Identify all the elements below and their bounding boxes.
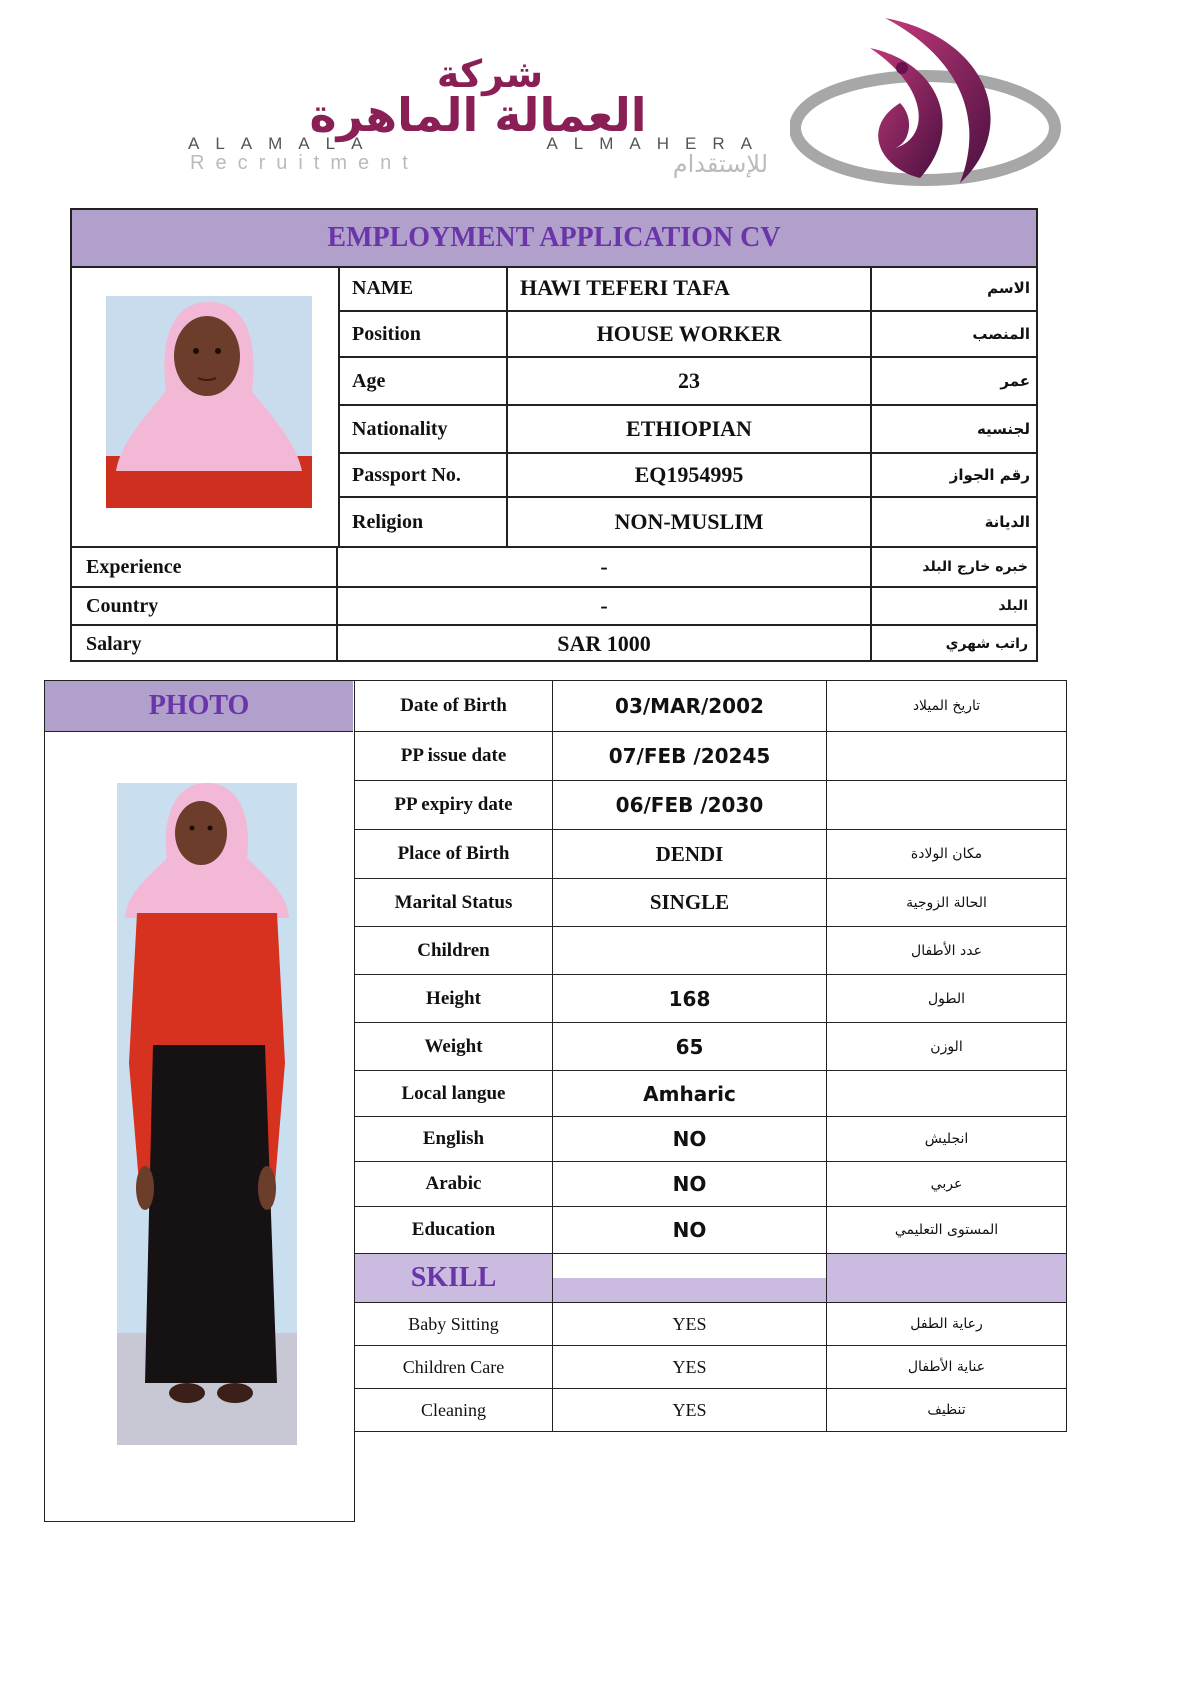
row-salary bbox=[72, 624, 1036, 662]
english-label-ar: انجليش bbox=[827, 1117, 1067, 1161]
local-language-label: Local langue bbox=[355, 1071, 553, 1116]
row-arabic bbox=[355, 1162, 1067, 1207]
children-label-ar: عدد الأطفال bbox=[827, 927, 1067, 974]
row-pp-issue-date bbox=[355, 731, 1067, 781]
row-experience bbox=[72, 546, 1036, 586]
dob-label-ar: تاريخ الميلاد bbox=[827, 681, 1067, 731]
english-label: English bbox=[355, 1117, 553, 1161]
religion-label: Religion bbox=[338, 498, 508, 546]
weight-label: Weight bbox=[355, 1023, 553, 1070]
row-pp-expiry-date bbox=[355, 781, 1067, 830]
religion-label-ar: الديانة bbox=[984, 513, 1030, 531]
pp-expiry-label: PP expiry date bbox=[355, 781, 553, 829]
row-position bbox=[338, 312, 1036, 358]
row-nationality bbox=[338, 406, 1036, 454]
dob-label: Date of Birth bbox=[355, 681, 553, 731]
education-label-ar: المستوى التعليمي bbox=[827, 1207, 1067, 1253]
row-skill-children-care bbox=[355, 1346, 1067, 1389]
experience-value: - bbox=[338, 548, 872, 586]
name-label-ar: الاسم bbox=[987, 279, 1030, 297]
row-children bbox=[355, 927, 1067, 975]
logo-subtitle-en: Recruitment bbox=[190, 152, 419, 174]
row-place-of-birth bbox=[355, 830, 1067, 879]
passport-label: Passport No. bbox=[338, 454, 508, 496]
salary-label-ar: راتب شهري bbox=[945, 636, 1028, 652]
baby-sitting-value: YES bbox=[553, 1303, 827, 1345]
row-name bbox=[338, 266, 1036, 312]
arabic-label-ar: عربي bbox=[827, 1162, 1067, 1206]
logo-arabic-name: العمالة الماهرة bbox=[309, 88, 647, 142]
company-header bbox=[0, 0, 1191, 200]
nationality-value: ETHIOPIAN bbox=[508, 406, 872, 452]
row-height bbox=[355, 975, 1067, 1023]
applicant-full-body-photo bbox=[117, 783, 297, 1445]
pp-issue-value: 07/FEB /20245 bbox=[553, 731, 827, 780]
cleaning-label-ar: تنظيف bbox=[827, 1389, 1067, 1431]
employment-summary-table bbox=[70, 208, 1038, 662]
pp-expiry-value: 06/FEB /2030 bbox=[553, 781, 827, 829]
row-english bbox=[355, 1117, 1067, 1162]
age-value: 23 bbox=[508, 358, 872, 404]
country-label-ar: البلد bbox=[998, 598, 1028, 614]
row-age bbox=[338, 358, 1036, 406]
country-value: - bbox=[338, 588, 872, 624]
cleaning-value: YES bbox=[553, 1389, 827, 1431]
place-of-birth-label: Place of Birth bbox=[355, 830, 553, 878]
religion-value: NON-MUSLIM bbox=[508, 498, 872, 546]
row-skill-cleaning bbox=[355, 1389, 1067, 1432]
position-label-ar: المنصب bbox=[972, 325, 1030, 343]
education-value: NO bbox=[553, 1207, 827, 1253]
skill-title: SKILL bbox=[355, 1254, 553, 1302]
height-label-ar: الطول bbox=[827, 975, 1067, 1022]
children-label: Children bbox=[355, 927, 553, 974]
marital-status-label-ar: الحالة الزوجية bbox=[827, 879, 1067, 926]
children-value bbox=[553, 927, 827, 974]
weight-value: 65 bbox=[553, 1023, 827, 1070]
row-weight bbox=[355, 1023, 1067, 1071]
row-local-language bbox=[355, 1071, 1067, 1117]
nationality-label: Nationality bbox=[338, 406, 508, 452]
skill-header-blank bbox=[553, 1254, 827, 1302]
marital-status-value: SINGLE bbox=[553, 879, 827, 926]
salary-value: SAR 1000 bbox=[338, 626, 872, 662]
name-label: NAME bbox=[338, 266, 508, 310]
skill-header-row bbox=[355, 1254, 1067, 1303]
nationality-label-ar: لجنسيه bbox=[976, 420, 1030, 438]
children-care-label: Children Care bbox=[355, 1346, 553, 1388]
pp-expiry-label-ar bbox=[827, 781, 1067, 829]
experience-label-ar: خبره خارج البلد bbox=[922, 559, 1028, 575]
experience-label: Experience bbox=[72, 548, 338, 586]
full-body-photo-panel bbox=[44, 680, 355, 1522]
arabic-value: NO bbox=[553, 1162, 827, 1206]
position-label: Position bbox=[338, 312, 508, 356]
row-religion bbox=[338, 498, 1036, 546]
arabic-label: Arabic bbox=[355, 1162, 553, 1206]
age-label: Age bbox=[338, 358, 508, 404]
place-of-birth-value: DENDI bbox=[553, 830, 827, 878]
row-date-of-birth bbox=[355, 680, 1067, 732]
passport-label-ar: رقم الجواز bbox=[949, 466, 1030, 484]
logo-subtitle bbox=[190, 150, 768, 180]
local-language-label-ar bbox=[827, 1071, 1067, 1116]
marital-status-label: Marital Status bbox=[355, 879, 553, 926]
passport-value: EQ1954995 bbox=[508, 454, 872, 496]
local-language-value: Amharic bbox=[553, 1071, 827, 1116]
name-value: HAWI TEFERI TAFA bbox=[508, 266, 872, 310]
skill-header-shade bbox=[553, 1278, 826, 1302]
row-passport bbox=[338, 454, 1036, 498]
country-label: Country bbox=[72, 588, 338, 624]
place-of-birth-label-ar: مكان الولادة bbox=[827, 830, 1067, 878]
logo-subtitle-ar: للإستقدام bbox=[672, 150, 768, 178]
age-label-ar: عمر bbox=[1000, 372, 1030, 390]
children-care-value: YES bbox=[553, 1346, 827, 1388]
dob-value: 03/MAR/2002 bbox=[553, 681, 827, 731]
baby-sitting-label: Baby Sitting bbox=[355, 1303, 553, 1345]
photo-title: PHOTO bbox=[45, 681, 353, 732]
children-care-label-ar: عناية الأطفال bbox=[827, 1346, 1067, 1388]
pp-issue-label: PP issue date bbox=[355, 731, 553, 780]
cv-title: EMPLOYMENT APPLICATION CV bbox=[72, 210, 1036, 268]
cleaning-label: Cleaning bbox=[355, 1389, 553, 1431]
row-education bbox=[355, 1207, 1067, 1254]
applicant-portrait-photo bbox=[106, 296, 312, 508]
weight-label-ar: الوزن bbox=[827, 1023, 1067, 1070]
height-value: 168 bbox=[553, 975, 827, 1022]
row-skill-baby-sitting bbox=[355, 1303, 1067, 1346]
row-marital-status bbox=[355, 879, 1067, 927]
row-country bbox=[72, 586, 1036, 624]
logo-arabic-company-word: شركة bbox=[436, 52, 544, 96]
position-value: HOUSE WORKER bbox=[508, 312, 872, 356]
height-label: Height bbox=[355, 975, 553, 1022]
salary-label: Salary bbox=[72, 626, 338, 662]
education-label: Education bbox=[355, 1207, 553, 1253]
pp-issue-label-ar bbox=[827, 731, 1067, 780]
baby-sitting-label-ar: رعاية الطفل bbox=[827, 1303, 1067, 1345]
logo-english-name: ALAMALA ALMAHERA bbox=[188, 134, 768, 153]
company-logo-icon bbox=[790, 8, 1080, 198]
skill-header-ar-blank bbox=[827, 1254, 1067, 1302]
english-value: NO bbox=[553, 1117, 827, 1161]
